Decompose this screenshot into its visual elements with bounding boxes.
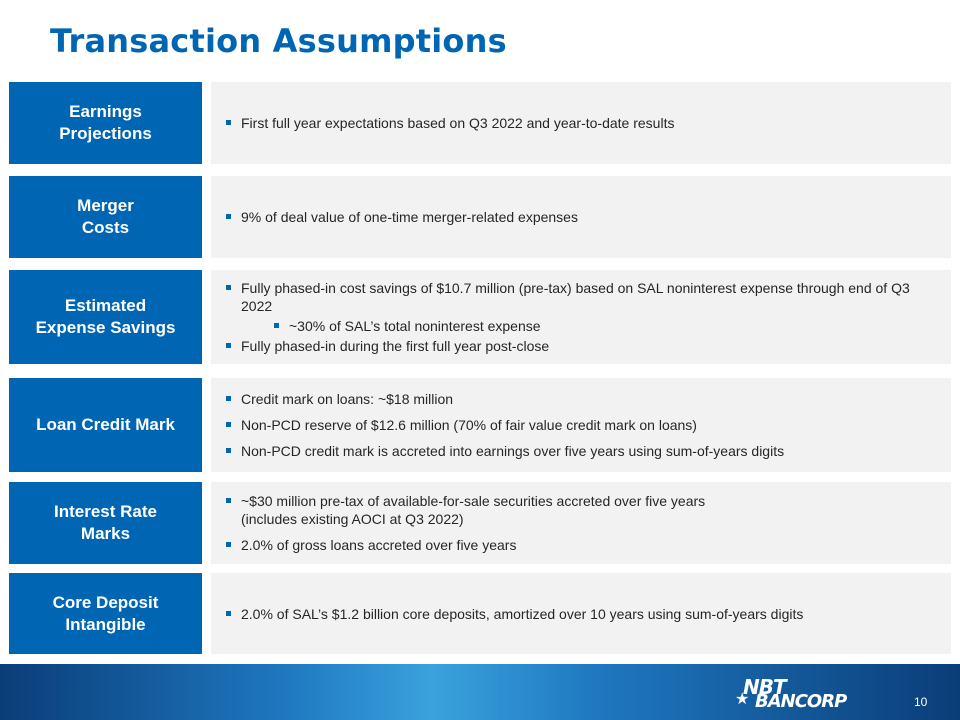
bullet: Credit mark on loans: ~$18 million [223, 390, 931, 408]
bullet: Non-PCD credit mark is accreted into earnings over five years using sum-of-years digits [223, 442, 931, 460]
row-label: Core Deposit Intangible [9, 573, 202, 654]
row-label: Merger Costs [9, 176, 202, 258]
row-label: Estimated Expense Savings [9, 270, 202, 364]
row-body [211, 176, 951, 258]
row-body [211, 482, 951, 564]
sub-bullet: ~30% of SAL’s total noninterest expense [223, 317, 931, 335]
row-body [211, 378, 951, 472]
row-core-deposit-intangible [9, 573, 951, 654]
row-label: Earnings Projections [9, 82, 202, 164]
bullet: Non-PCD reserve of $12.6 million (70% of fair value credit mark on loans) [223, 416, 931, 434]
row-interest-rate-marks [9, 482, 951, 564]
bullet: 9% of deal value of one-time merger-related expenses [223, 208, 931, 226]
bullet: ~$30 million pre-tax of available-for-sale securities accreted over five years (includes existing AOCI at Q3 2022) [223, 492, 931, 528]
row-label: Loan Credit Mark [9, 378, 202, 472]
nbt-bancorp-logo: ★ NBT BANCORP [735, 675, 847, 712]
page-number: 10 [914, 695, 928, 709]
row-estimated-expense-savings [9, 270, 951, 364]
bullet: First full year expectations based on Q3 2022 and year-to-date results [223, 114, 931, 132]
row-label: Interest Rate Marks [9, 482, 202, 564]
star-icon: ★ [735, 689, 750, 708]
bullet: 2.0% of SAL’s $1.2 billion core deposits, amortized over 10 years using sum-of-years digits [223, 605, 931, 623]
page-title: Transaction Assumptions [50, 22, 507, 60]
row-body [211, 573, 951, 654]
bullet: Fully phased-in during the first full year post-close [223, 337, 931, 355]
bullet: Fully phased-in cost savings of $10.7 million (pre-tax) based on SAL noninterest expense through end of Q3 2022 [223, 279, 931, 315]
row-body [211, 270, 951, 364]
row-body [211, 82, 951, 164]
row-earnings-projections [9, 82, 951, 164]
row-loan-credit-mark [9, 378, 951, 472]
bullet: 2.0% of gross loans accreted over five years [223, 536, 931, 554]
row-merger-costs [9, 176, 951, 258]
